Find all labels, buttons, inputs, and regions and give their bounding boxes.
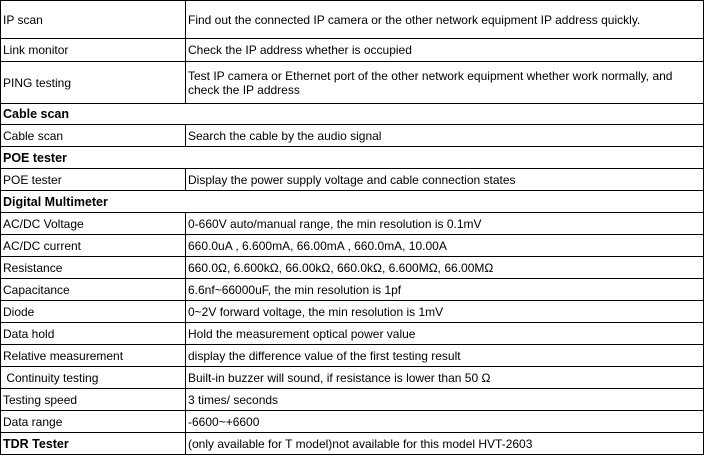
description-cell: 0~2V forward voltage, the min resolution is 1mV	[186, 301, 704, 323]
feature-cell: Resistance	[1, 257, 186, 279]
table-row	[1, 235, 704, 257]
section-row	[1, 147, 704, 169]
feature-cell: Diode	[1, 301, 186, 323]
table-row	[1, 367, 704, 389]
description-cell: display the difference value of the first testing result	[186, 345, 704, 367]
description-cell: 0-660V auto/manual range, the min resolution is 0.1mV	[186, 213, 704, 235]
description-cell: Test IP camera or Ethernet port of the other network equipment whether work normally, and check the IP address	[186, 62, 704, 104]
feature-cell: AC/DC current	[1, 235, 186, 257]
feature-cell: Cable scan	[1, 125, 186, 147]
table-row	[1, 213, 704, 235]
description-cell: 660.0Ω, 6.600kΩ, 66.00kΩ, 660.0kΩ, 6.600MΩ, 66.00MΩ	[186, 257, 704, 279]
table-row	[1, 389, 704, 411]
table-row	[1, 169, 704, 191]
description-cell: -6600~+6600	[186, 411, 704, 433]
description-cell: Search the cable by the audio signal	[186, 125, 704, 147]
description-cell: 6.6nf~66000uF, the min resolution is 1pf	[186, 279, 704, 301]
table-row	[1, 345, 704, 367]
feature-cell: Relative measurement	[1, 345, 186, 367]
feature-cell: AC/DC Voltage	[1, 213, 186, 235]
feature-cell: IP scan	[1, 1, 186, 39]
table-row	[1, 39, 704, 62]
section-title: TDR Tester	[1, 433, 186, 455]
feature-cell: PING testing	[1, 62, 186, 104]
description-cell: Display the power supply voltage and cable connection states	[186, 169, 704, 191]
table-row	[1, 257, 704, 279]
table-row	[1, 62, 704, 104]
section-row	[1, 104, 704, 125]
description-cell: Find out the connected IP camera or the other network equipment IP address quickly.	[186, 1, 704, 39]
feature-cell: Capacitance	[1, 279, 186, 301]
section-title: POE tester	[1, 147, 704, 169]
description-cell: 3 times/ seconds	[186, 389, 704, 411]
table-row	[1, 411, 704, 433]
feature-cell: Continuity testing	[1, 367, 186, 389]
feature-cell: POE tester	[1, 169, 186, 191]
section-title: Cable scan	[1, 104, 704, 125]
description-cell: (only available for T model)not available for this model HVT-2603	[186, 433, 704, 455]
table-row	[1, 433, 704, 455]
section-row	[1, 191, 704, 213]
feature-cell: Data hold	[1, 323, 186, 345]
table-row	[1, 323, 704, 345]
feature-cell: Data range	[1, 411, 186, 433]
section-title: Digital Multimeter	[1, 191, 704, 213]
table-row	[1, 125, 704, 147]
description-cell: Built-in buzzer will sound, if resistance is lower than 50 Ω	[186, 367, 704, 389]
description-cell: Check the IP address whether is occupied	[186, 39, 704, 62]
table-row	[1, 279, 704, 301]
table-row	[1, 1, 704, 39]
description-cell: 660.0uA , 6.600mA, 66.00mA , 660.0mA, 10.00A	[186, 235, 704, 257]
feature-cell: Testing speed	[1, 389, 186, 411]
table-row	[1, 301, 704, 323]
feature-cell: Link monitor	[1, 39, 186, 62]
description-cell: Hold the measurement optical power value	[186, 323, 704, 345]
